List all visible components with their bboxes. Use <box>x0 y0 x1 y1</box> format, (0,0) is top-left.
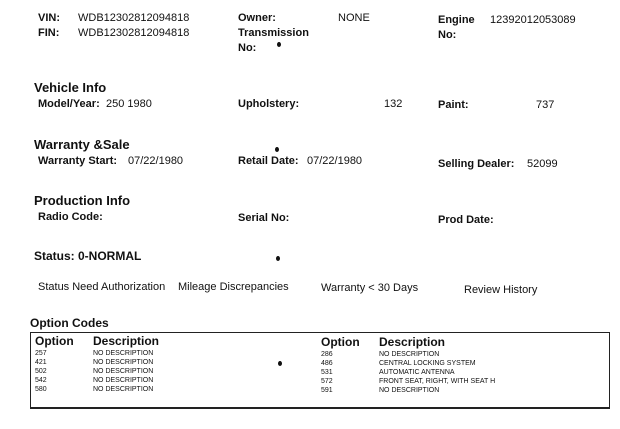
option-description: NO DESCRIPTION <box>93 359 154 366</box>
owner-value: NONE <box>338 12 370 24</box>
selling-dealer-label: Selling Dealer: <box>438 158 515 170</box>
option-description: NO DESCRIPTION <box>93 350 154 357</box>
left-codes <box>35 349 47 394</box>
engine-value: 12392012053089 <box>490 14 576 26</box>
selling-dealer-value: 52099 <box>527 158 558 170</box>
option-code: 531 <box>321 369 333 376</box>
option-code: 580 <box>35 386 47 393</box>
status-text: Status: 0-NORMAL <box>34 249 142 263</box>
right-descriptions <box>379 350 495 395</box>
left-description-header: Description <box>93 334 160 348</box>
warranty-under-30-days: Warranty < 30 Days <box>321 282 419 294</box>
scan-speck <box>276 256 280 261</box>
warranty-start-label: Warranty Start: <box>38 155 118 167</box>
option-description: CENTRAL LOCKING SYSTEM <box>379 360 476 367</box>
option-codes-heading: Option Codes <box>30 316 109 330</box>
vin-value: WDB12302812094818 <box>78 12 190 24</box>
option-description: NO DESCRIPTION <box>379 351 440 358</box>
paint-value: 737 <box>536 99 555 111</box>
left-option-header: Option <box>35 334 74 348</box>
scan-speck <box>277 42 281 47</box>
option-description: AUTOMATIC ANTENNA <box>379 369 455 376</box>
option-code: 572 <box>321 378 333 385</box>
option-description: NO DESCRIPTION <box>379 387 440 394</box>
serial-no-label: Serial No: <box>238 212 290 224</box>
fin-label: FIN: <box>38 27 60 39</box>
option-description: FRONT SEAT, RIGHT, WITH SEAT H <box>379 378 496 385</box>
model-year-value: 250 1980 <box>106 98 152 110</box>
engine-no-label: No: <box>438 29 457 41</box>
transmission-label: Transmission <box>238 27 309 39</box>
retail-date-label: Retail Date: <box>238 155 299 167</box>
radio-code-label: Radio Code: <box>38 211 103 223</box>
vin-label: VIN: <box>38 12 60 24</box>
option-code: 421 <box>35 359 47 366</box>
transmission-no-label: No: <box>238 42 257 54</box>
paint-label: Paint: <box>438 99 469 111</box>
model-year-label: Model/Year: <box>38 98 100 110</box>
option-code: 286 <box>321 351 333 358</box>
upholstery-value: 132 <box>384 98 403 110</box>
right-description-header: Description <box>379 335 446 349</box>
right-codes <box>321 350 333 395</box>
owner-label: Owner: <box>238 12 276 24</box>
option-codes-table <box>30 332 610 409</box>
vehicle-info-heading: Vehicle Info <box>34 80 107 95</box>
right-option-header: Option <box>321 335 360 349</box>
upholstery-label: Upholstery: <box>238 98 300 110</box>
option-description: NO DESCRIPTION <box>93 386 154 393</box>
engine-label: Engine <box>438 14 475 26</box>
warranty-start-value: 07/22/1980 <box>128 155 184 167</box>
prod-date-label: Prod Date: <box>438 214 494 226</box>
option-code: 591 <box>321 387 333 394</box>
retail-date-value: 07/22/1980 <box>307 155 363 167</box>
warranty-sale-heading: Warranty &Sale <box>34 137 130 152</box>
left-descriptions <box>93 349 153 394</box>
review-history: Review History <box>464 284 538 296</box>
mileage-discrepancies: Mileage Discrepancies <box>178 281 289 293</box>
option-code: 542 <box>35 377 47 384</box>
option-description: NO DESCRIPTION <box>93 368 154 375</box>
option-code: 257 <box>35 350 47 357</box>
production-info-heading: Production Info <box>34 193 131 208</box>
status-need-authorization: Status Need Authorization <box>38 281 166 293</box>
option-code: 502 <box>35 368 47 375</box>
option-code: 486 <box>321 360 333 367</box>
scan-speck <box>278 361 282 366</box>
option-description: NO DESCRIPTION <box>93 377 154 384</box>
fin-value: WDB12302812094818 <box>78 27 190 39</box>
scan-speck <box>275 147 279 152</box>
